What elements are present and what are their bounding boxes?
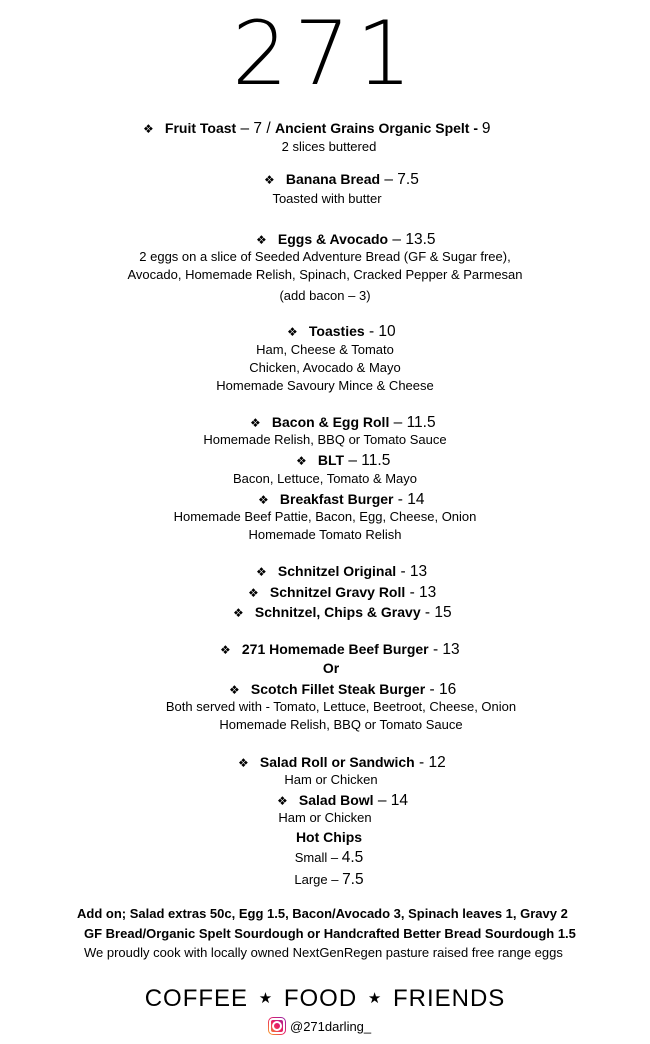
menu-item-hot-chips: Hot Chips — [295, 829, 363, 845]
item-description: Toasted with butter — [272, 191, 382, 206]
star-icon: ★ — [367, 990, 383, 1007]
item-description: Homemade Savoury Mince & Cheese — [216, 378, 434, 393]
bullet-icon: ❖ — [256, 233, 267, 247]
item-description: Avocado, Homemade Relish, Spinach, Cracked Pepper & Parmesan — [127, 267, 523, 282]
item-description: Both served with - Tomato, Lettuce, Beetroot, Cheese, Onion — [165, 699, 517, 714]
instagram-icon — [268, 1017, 286, 1035]
eggs-note: We proudly cook with locally owned NextGenRegen pasture raised free range eggs — [84, 945, 563, 960]
menu-item-beef-burger: ❖ 271 Homemade Beef Burger - 13 — [220, 641, 460, 658]
menu-item-toasties: ❖ Toasties - 10 — [287, 323, 396, 340]
bullet-icon: ❖ — [264, 173, 275, 187]
menu-item-breakfast-burger: ❖ Breakfast Burger - 14 — [258, 491, 425, 508]
bullet-icon: ❖ — [250, 416, 261, 430]
bullet-icon: ❖ — [258, 493, 269, 507]
menu-item-schnitzel-gravy-roll: ❖ Schnitzel Gravy Roll - 13 — [248, 584, 437, 601]
star-icon: ★ — [258, 990, 274, 1007]
item-description: Homemade Tomato Relish — [248, 527, 402, 542]
bullet-icon: ❖ — [287, 325, 298, 339]
item-description: 2 eggs on a slice of Seeded Adventure Bread (GF & Sugar free), — [139, 249, 511, 264]
item-description: Homemade Relish, BBQ or Tomato Sauce — [203, 432, 447, 447]
addon-note: Add on; Salad extras 50c, Egg 1.5, Bacon/Avocado 3, Spinach leaves 1, Gravy 2 — [77, 906, 568, 921]
menu-item-steak-burger: ❖ Scotch Fillet Steak Burger - 16 — [229, 681, 457, 698]
bullet-icon: ❖ — [277, 794, 288, 808]
menu-item-blt: ❖ BLT – 11.5 — [296, 452, 391, 469]
item-description: Chicken, Avocado & Mayo — [249, 360, 401, 375]
item-description: Ham or Chicken — [284, 772, 378, 787]
item-description: Homemade Relish, BBQ or Tomato Sauce — [219, 717, 463, 732]
hot-chips-small: Small – 4.5 — [294, 849, 364, 866]
bullet-icon: ❖ — [233, 606, 244, 620]
menu-item-fruit-toast: ❖ Fruit Toast – 7 / Ancient Grains Organic Spelt - 9 — [143, 120, 491, 137]
or-label: Or — [322, 660, 340, 676]
item-description: Bacon, Lettuce, Tomato & Mayo — [232, 471, 418, 486]
bullet-icon: ❖ — [256, 565, 267, 579]
hot-chips-large: Large – 7.5 — [294, 871, 364, 888]
menu-item-schnitzel-original: ❖ Schnitzel Original - 13 — [256, 563, 428, 580]
menu-item-banana-bread: ❖ Banana Bread – 7.5 — [264, 171, 419, 188]
tagline: COFFEE ★ FOOD ★ FRIENDS — [144, 985, 506, 1012]
item-description: Ham or Chicken — [278, 810, 372, 825]
item-description: Homemade Beef Pattie, Bacon, Egg, Cheese, Onion — [173, 509, 477, 524]
item-description: 2 slices buttered — [281, 139, 377, 154]
bullet-icon: ❖ — [248, 586, 259, 600]
menu-item-eggs-avocado: ❖ Eggs & Avocado – 13.5 — [256, 231, 436, 248]
menu-title: 271 — [232, 2, 418, 105]
menu-item-bacon-egg-roll: ❖ Bacon & Egg Roll – 11.5 — [250, 414, 436, 431]
bullet-icon: ❖ — [220, 643, 231, 657]
menu-item-salad-roll: ❖ Salad Roll or Sandwich - 12 — [238, 754, 446, 771]
item-description: (add bacon – 3) — [279, 288, 371, 303]
instagram-handle[interactable]: @271darling_ — [268, 1017, 371, 1035]
bullet-icon: ❖ — [238, 756, 249, 770]
menu-item-schnitzel-chips-gravy: ❖ Schnitzel, Chips & Gravy - 15 — [233, 604, 452, 621]
item-description: Ham, Cheese & Tomato — [256, 342, 394, 357]
bullet-icon: ❖ — [229, 683, 240, 697]
bread-note: GF Bread/Organic Spelt Sourdough or Handcrafted Better Bread Sourdough 1.5 — [84, 926, 576, 941]
bullet-icon: ❖ — [143, 122, 154, 136]
bullet-icon: ❖ — [296, 454, 307, 468]
menu-item-salad-bowl: ❖ Salad Bowl – 14 — [277, 792, 409, 809]
